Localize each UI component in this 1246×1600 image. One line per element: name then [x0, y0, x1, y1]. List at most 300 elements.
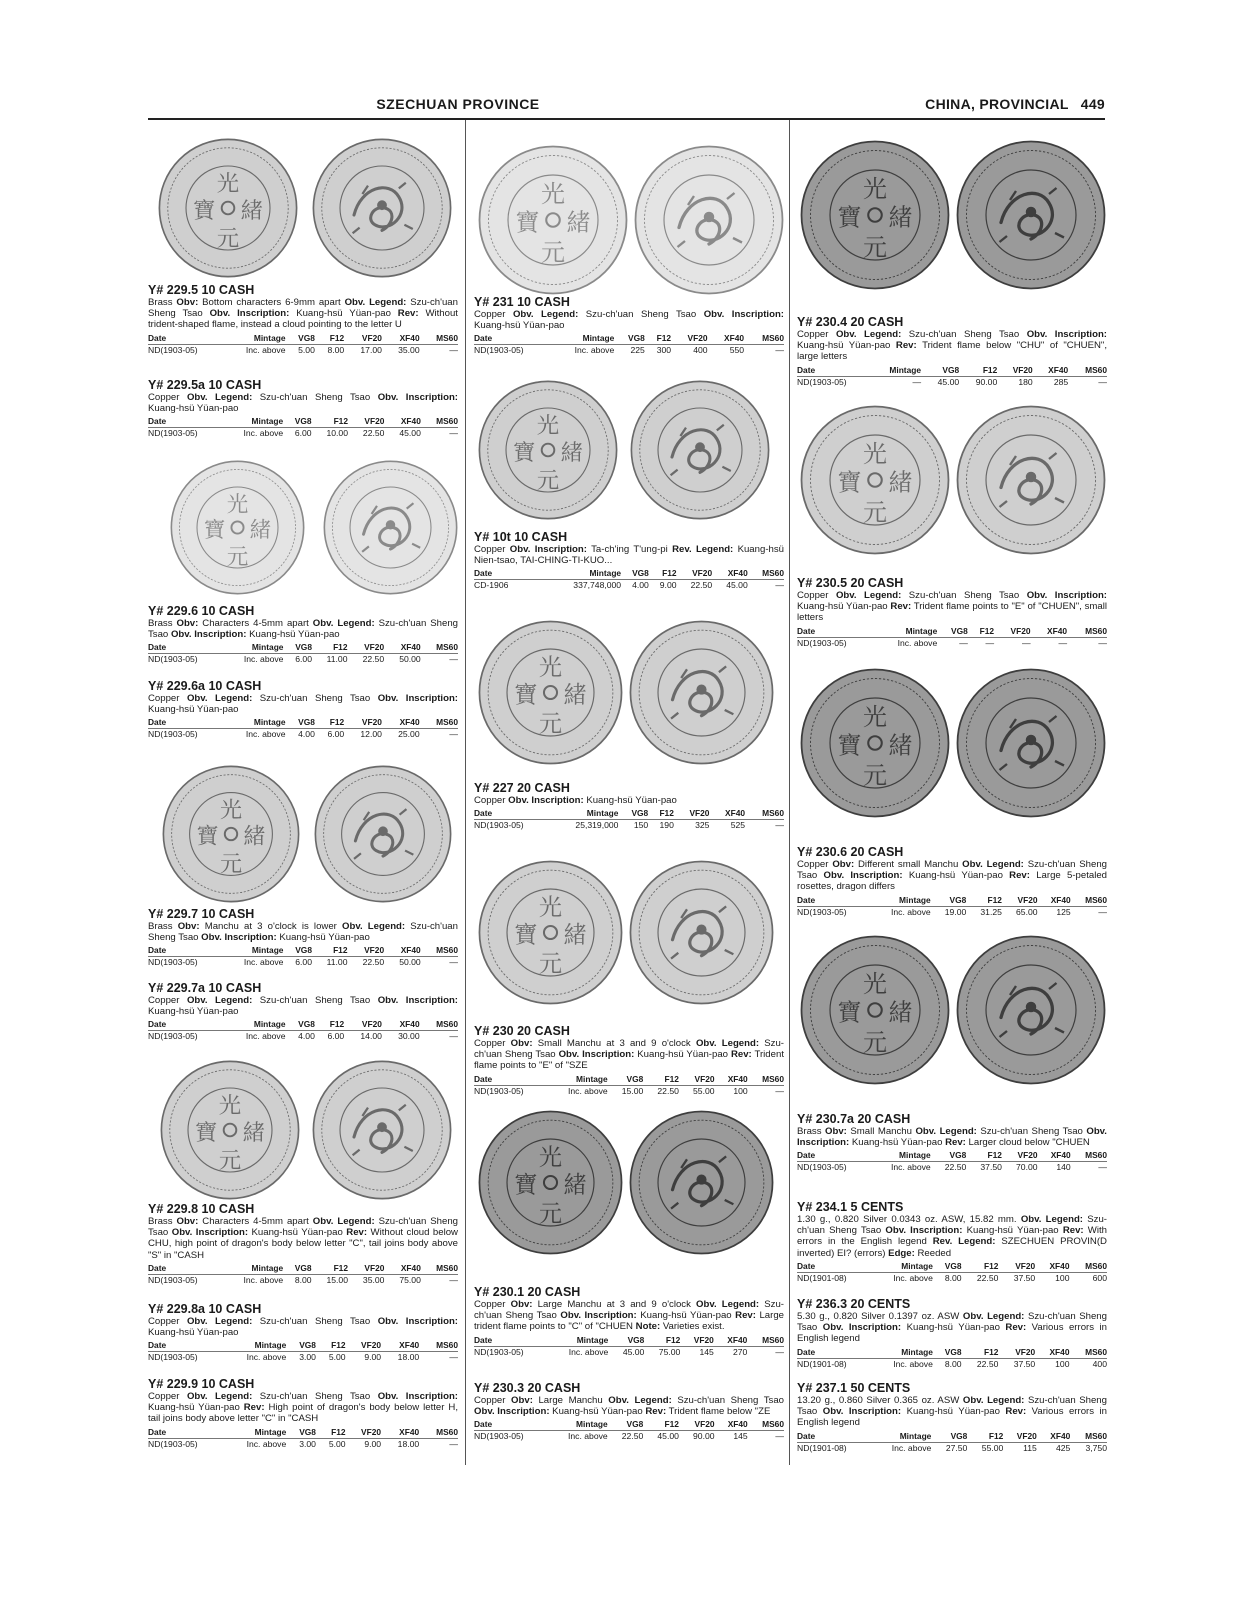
column-header: XF40 [381, 1340, 419, 1352]
field-label: Obv. Inscription: [822, 1406, 902, 1418]
price-table [148, 1263, 458, 1286]
column-header: VG8 [614, 333, 645, 345]
table-cell: ND(1903-05) [797, 637, 847, 648]
table-cell: Inc. above [245, 344, 286, 355]
table-row [474, 580, 784, 592]
svg-text:寶: 寶 [514, 1171, 538, 1199]
table-cell: 270 [732, 1346, 748, 1357]
table-cell: 18.00 [397, 1352, 420, 1363]
svg-text:光: 光 [538, 654, 563, 682]
column-header: XF40 [708, 333, 744, 345]
column-header: VG8 [937, 626, 968, 638]
column-header: F12 [962, 1261, 999, 1273]
column-header: Date [474, 1419, 542, 1431]
column-header: XF40 [715, 1419, 748, 1431]
column-header: MS60 [744, 333, 784, 345]
field-text: Kuang-hsü Yüan-pao [634, 1049, 731, 1061]
field-text: Kuang-hsü Yüan-pao [148, 1327, 239, 1339]
column-header: VG8 [283, 642, 312, 654]
field-text: Kuang-hsü Yüan-pao [583, 795, 677, 806]
column-header: Mintage [216, 1019, 286, 1031]
field-text: Copper [474, 1038, 511, 1049]
price-table [148, 416, 458, 439]
table-cell: 4.00 [298, 1031, 315, 1042]
field-text: Kuang-hsü Yüan-pao [962, 1225, 1063, 1237]
field-label: Obv. Legend: [1020, 1214, 1083, 1225]
coin-reverse-image [634, 145, 784, 295]
table-cell: — [1098, 376, 1107, 387]
coin-reverse-image [629, 1110, 774, 1255]
coin-reverse-image [956, 140, 1106, 290]
field-text: Szu-ch'uan Sheng Tsao [901, 590, 1027, 601]
price-table [148, 642, 458, 665]
column-header: XF40 [381, 1427, 419, 1439]
table-row [797, 906, 1107, 918]
svg-text:緒: 緒 [249, 517, 272, 543]
price-table [148, 1427, 458, 1450]
column-header: Mintage [542, 808, 618, 820]
price-table [474, 333, 784, 356]
entry-description [474, 1299, 784, 1333]
catalog-entry [148, 378, 458, 439]
column-header: F12 [312, 1263, 348, 1275]
column-header: Mintage [865, 1431, 931, 1443]
table-row [148, 729, 458, 741]
svg-text:緒: 緒 [563, 681, 587, 709]
field-label: Rev: [243, 1402, 265, 1414]
table-cell: Inc. above [568, 1346, 609, 1357]
column-header: MS60 [748, 1419, 784, 1431]
column-header: VF20 [344, 1019, 382, 1031]
svg-text:緒: 緒 [563, 1171, 587, 1199]
table-cell: — [985, 637, 995, 648]
column-header: Date [148, 1427, 216, 1439]
table-row [148, 344, 458, 356]
table-cell: — [449, 428, 458, 439]
svg-text:元: 元 [536, 467, 560, 494]
table-cell: — [449, 1031, 458, 1042]
table-cell: 5.00 [328, 1352, 346, 1363]
table-cell: 45.00 [622, 1346, 645, 1357]
coin-obverse-image [158, 138, 298, 278]
field-text: Brass [148, 618, 177, 629]
column-header: Date [148, 945, 216, 957]
entry-description [797, 859, 1107, 893]
field-text: Szu-ch'uan Sheng Tsao [671, 1395, 784, 1406]
column-header: Date [148, 1340, 216, 1352]
column-header: F12 [315, 333, 344, 345]
column-header: Mintage [865, 1261, 933, 1273]
table-cell: 45.00 [657, 1431, 679, 1442]
entry-title: Y# 229.5a 10 CASH [148, 378, 262, 392]
svg-text:光: 光 [538, 894, 563, 922]
table-cell: 22.50 [976, 1272, 999, 1283]
column-header: Date [797, 1150, 865, 1162]
catalog-title [925, 96, 1105, 112]
entry-title: Y# 230.4 20 CASH [797, 315, 904, 329]
column-header: VF20 [346, 1427, 381, 1439]
table-cell: ND(1903-05) [148, 1274, 198, 1285]
field-text: Szu-ch'uan Sheng Tsao [474, 1038, 784, 1061]
table-cell: 145 [699, 1346, 714, 1357]
column-header: VG8 [283, 1263, 311, 1275]
table-cell: 8.00 [944, 1272, 962, 1283]
svg-text:元: 元 [538, 950, 563, 978]
field-text: Kuang-hsü Yüan-pao [797, 601, 891, 613]
field-label: Obv. Inscription: [508, 795, 584, 806]
entry-description [474, 309, 784, 331]
field-label: Rev: [645, 1406, 667, 1418]
field-label: Obv. Inscription: [170, 629, 247, 641]
field-label: Obv: [176, 618, 199, 629]
field-text: Szu-ch'uan Sheng Tsao [901, 329, 1027, 340]
field-text: Kuang-hsü Yüan-pao [902, 870, 1010, 882]
field-label: Obv. Legend: [835, 329, 902, 340]
table-cell: ND(1903-05) [797, 906, 847, 917]
field-text: Kuang-hsü Yüan-pao [246, 629, 340, 641]
table-cell: ND(1901-08) [797, 1272, 847, 1283]
svg-text:緒: 緒 [888, 468, 913, 497]
column-header: Mintage [216, 416, 283, 428]
table-cell: Inc. above [245, 729, 286, 740]
coin-obverse-image [162, 765, 300, 903]
column-header: VG8 [608, 1074, 644, 1086]
field-label: Obv. Legend: [186, 693, 253, 704]
price-table [797, 895, 1107, 918]
table-cell: 11.00 [326, 654, 348, 665]
svg-text:元: 元 [538, 1200, 563, 1228]
table-cell: ND(1903-05) [474, 1085, 524, 1096]
svg-text:元: 元 [863, 498, 887, 527]
table-cell: 100 [733, 1085, 748, 1096]
svg-text:光: 光 [863, 970, 887, 998]
field-text: Copper [474, 795, 509, 806]
table-cell: 30.00 [398, 1031, 420, 1042]
column-header: VG8 [286, 333, 315, 345]
field-text: Kuang-hsü Yüan-pao [248, 1227, 347, 1239]
field-text: Kuang-hsü Yüan-pao [276, 932, 370, 944]
field-text: Characters 4-5mm apart [198, 1216, 313, 1227]
field-text: 5.30 g., 0.820 Silver 0.1397 oz. ASW [797, 1311, 963, 1322]
field-text: Copper [474, 544, 510, 555]
field-text: Szu-ch'uan Sheng Tsao [148, 921, 458, 944]
field-label: Obv. Inscription: [377, 995, 459, 1006]
table-cell: 45.00 [726, 580, 748, 591]
catalog-entry [148, 1202, 458, 1286]
coin-obverse-image [478, 860, 623, 1005]
field-label: Obv. Inscription: [1026, 329, 1108, 340]
field-label: Obv. Inscription: [201, 932, 277, 944]
column-header: Date [797, 626, 865, 638]
column-header: MS60 [745, 808, 784, 820]
field-label: Obv. Legend: [186, 1391, 253, 1402]
table-cell: 50.00 [399, 957, 421, 968]
field-text: Reeded [914, 1247, 952, 1259]
catalog-entry [148, 981, 458, 1042]
catalog-entry [148, 604, 458, 665]
column-header: VG8 [286, 1019, 315, 1031]
column-header: Date [148, 333, 216, 345]
table-cell: 9.00 [364, 1352, 382, 1363]
table-cell: 9.00 [659, 580, 677, 591]
table-cell: ND(1903-05) [148, 957, 198, 968]
svg-text:光: 光 [863, 175, 887, 203]
field-label: Obv. Legend: [962, 1395, 1025, 1406]
column-header: VG8 [618, 808, 648, 820]
svg-text:寶: 寶 [514, 681, 538, 709]
field-text: Szu-ch'uan Sheng Tsao [252, 1316, 378, 1327]
table-cell: ND(1903-05) [797, 1162, 847, 1173]
field-text: Kuang-hsü Nien-tsao, TAI-CHING-TI-KUO... [474, 544, 784, 567]
field-text: Copper [474, 309, 513, 320]
price-table [797, 626, 1107, 649]
price-table [148, 333, 458, 356]
column-header: F12 [643, 1074, 679, 1086]
field-label: Obv: [511, 1395, 533, 1406]
column-header: Mintage [542, 568, 621, 580]
entry-description [474, 1395, 784, 1417]
table-cell: — [1058, 637, 1068, 648]
column-header: XF40 [1038, 1150, 1071, 1162]
entry-title: Y# 230.5 20 CASH [797, 576, 904, 590]
field-text: Szu-ch'uan Sheng Tsao [148, 1216, 458, 1239]
svg-text:緒: 緒 [888, 203, 913, 232]
field-label: Obv: [510, 1038, 533, 1049]
column-header: VF20 [679, 1074, 715, 1086]
field-text: Szu-ch'uan Sheng Tsao [797, 1395, 1107, 1418]
table-cell: 8.00 [944, 1358, 962, 1369]
table-row [474, 1085, 784, 1097]
coin-obverse-image [478, 145, 628, 295]
column-header: Mintage [216, 1427, 286, 1439]
table-cell: 400 [1092, 1358, 1107, 1369]
field-text: Szu-ch'uan Sheng Tsao [578, 309, 704, 320]
table-cell: — [449, 344, 458, 355]
field-text: Brass [148, 1216, 177, 1227]
price-table [148, 1019, 458, 1042]
table-cell: 22.50 [976, 1358, 999, 1369]
table-cell: 17.00 [360, 344, 382, 355]
svg-text:緒: 緒 [566, 208, 591, 237]
column-header: Mintage [542, 1335, 608, 1347]
field-text: Kuang-hsü Yüan-pao [148, 1402, 244, 1414]
catalog-entry [797, 845, 1107, 918]
coin-reverse-image [323, 460, 458, 595]
field-text: 1.30 g., 0.820 Silver 0.0343 oz. ASW, 15.82 mm. [797, 1214, 1021, 1225]
field-text: Trident flame below "CHU" of "CHUEN", large letters [797, 340, 1107, 363]
coin-reverse-image [956, 405, 1106, 555]
svg-text:寶: 寶 [837, 998, 862, 1027]
column-header: MS60 [419, 1427, 458, 1439]
field-text: Small Manchu at 3 and 9 o'clock [532, 1038, 696, 1049]
column-header: MS60 [421, 416, 458, 428]
svg-text:元: 元 [863, 233, 887, 262]
svg-text:緒: 緒 [243, 824, 266, 850]
entry-title: Y# 230.6 20 CASH [797, 845, 904, 859]
svg-text:寶: 寶 [513, 439, 536, 466]
table-row [797, 1272, 1107, 1284]
entry-description [148, 618, 458, 640]
column-header: MS60 [1067, 626, 1107, 638]
field-text: Szu-ch'uan Sheng Tsao [252, 995, 378, 1006]
price-table [148, 717, 458, 740]
table-cell: 325 [695, 820, 710, 831]
column-header: XF40 [1031, 626, 1067, 638]
field-text: Kuang-hsü Yüan-pao [636, 1310, 736, 1322]
column-header: MS60 [1068, 365, 1107, 377]
table-cell: 600 [1092, 1272, 1107, 1283]
table-cell: — [1098, 1162, 1107, 1173]
field-text: Kuang-hsü Yüan-pao [289, 308, 398, 320]
field-label: Obv. Legend: [696, 1299, 760, 1310]
column-header: MS60 [1071, 1150, 1107, 1162]
field-label: Obv. Legend: [695, 1038, 760, 1049]
table-cell: 225 [630, 345, 645, 356]
column-header: Date [797, 1261, 865, 1273]
table-row [148, 957, 458, 969]
table-cell: 75.00 [658, 1346, 681, 1357]
price-table [797, 1347, 1107, 1370]
table-cell: 180 [1018, 376, 1033, 387]
table-cell: 37.50 [1013, 1272, 1036, 1283]
coin-reverse-image [629, 620, 774, 765]
field-label: Rev: [890, 601, 912, 613]
field-label: Obv: [176, 297, 199, 308]
field-label: Obv. Inscription: [1026, 590, 1108, 601]
field-label: Rev: [397, 308, 419, 320]
column-header: Mintage [216, 642, 283, 654]
field-text: Trident flame points to "E" of "SZE [474, 1049, 784, 1072]
entry-title: Y# 227 20 CASH [474, 781, 570, 795]
table-cell: ND(1903-05) [474, 345, 524, 356]
field-text: Varieties exist. [660, 1321, 725, 1333]
column-header: VG8 [933, 1347, 962, 1359]
entry-title: Y# 229.7 10 CASH [148, 907, 255, 921]
column-header: Mintage [542, 1419, 608, 1431]
entry-description [148, 921, 458, 943]
column-header: XF40 [712, 568, 748, 580]
field-text: Kuang-hsü Yüan-pao [849, 1137, 946, 1149]
field-text: Brass [797, 1126, 826, 1137]
svg-text:光: 光 [541, 180, 565, 208]
table-cell: 50.00 [399, 654, 421, 665]
field-label: Obv. Legend: [835, 590, 902, 601]
column-header: XF40 [715, 1074, 748, 1086]
price-table [474, 568, 784, 591]
column-header: VF20 [997, 365, 1032, 377]
catalog-entry [797, 315, 1107, 388]
column-header: Date [148, 1019, 216, 1031]
field-text: Without cloud below CHU, high point of dragon's body below letter "C", tail joins body above "S" in "CASH [148, 1227, 458, 1261]
field-label: Obv. Inscription: [509, 544, 587, 555]
column-header: MS60 [419, 1340, 458, 1352]
column-header: VF20 [348, 1263, 384, 1275]
field-label: Obv. Inscription: [703, 309, 785, 320]
svg-text:光: 光 [226, 492, 249, 518]
field-label: Obv. Inscription: [171, 1227, 249, 1239]
table-cell: Inc. above [891, 1442, 932, 1453]
field-label: Obv. Inscription: [560, 1310, 637, 1322]
field-label: Obv. Legend: [312, 1216, 375, 1227]
price-table [474, 1419, 784, 1442]
field-text: Szu-ch'uan Sheng Tsao [148, 618, 458, 641]
table-cell: Inc. above [897, 637, 938, 648]
table-cell: 8.00 [294, 1274, 312, 1285]
table-cell: — [775, 1431, 784, 1442]
table-cell: 22.50 [944, 1162, 967, 1173]
entry-title: Y# 230.1 20 CASH [474, 1285, 581, 1299]
field-text: Ta-ch'ing T'ung-pi [586, 544, 673, 555]
table-cell: 6.00 [327, 1031, 345, 1042]
column-header: Date [474, 1074, 542, 1086]
svg-text:元: 元 [226, 544, 249, 570]
price-table [474, 1074, 784, 1097]
svg-text:緒: 緒 [560, 439, 583, 466]
column-header: F12 [966, 895, 1002, 907]
field-label: Obv. Inscription: [377, 1316, 459, 1327]
column-header: MS60 [421, 945, 458, 957]
table-cell: ND(1903-05) [148, 654, 198, 665]
table-row [797, 637, 1107, 649]
column-header: F12 [966, 1150, 1002, 1162]
table-cell: 55.00 [981, 1442, 1004, 1453]
table-cell: 90.00 [693, 1431, 715, 1442]
entry-description [797, 1311, 1107, 1345]
table-row [474, 1346, 784, 1358]
field-label: Obv: [510, 1299, 533, 1310]
table-cell: 145 [733, 1431, 748, 1442]
column-header: Mintage [216, 717, 286, 729]
svg-text:寶: 寶 [193, 197, 216, 224]
table-cell: 22.50 [362, 654, 385, 665]
field-text: Szu-ch'uan Sheng Tsao [252, 1391, 378, 1402]
table-cell: — [449, 729, 458, 740]
column-header: VF20 [677, 568, 713, 580]
column-header: Mintage [542, 1074, 608, 1086]
column-header: MS60 [420, 717, 458, 729]
column-header: XF40 [384, 945, 421, 957]
field-label: Obv. Inscription: [209, 308, 290, 320]
svg-text:元: 元 [216, 225, 240, 252]
table-row [474, 345, 784, 357]
column-header: Date [797, 895, 865, 907]
field-text: Szu-ch'uan Sheng Tsao [252, 693, 378, 704]
table-cell: 3,750 [1085, 1442, 1107, 1453]
table-row [148, 1438, 458, 1450]
svg-text:緒: 緒 [888, 731, 913, 760]
table-cell: — [775, 1346, 784, 1357]
field-label: Obv: [176, 1216, 199, 1227]
column-header: Date [474, 1335, 542, 1347]
field-text: Copper [148, 995, 187, 1006]
table-cell: ND(1903-05) [148, 428, 198, 439]
field-text: Large Manchu [532, 1395, 609, 1406]
table-cell: 400 [693, 345, 708, 356]
table-cell: 100 [1055, 1358, 1070, 1369]
table-cell: 190 [659, 820, 674, 831]
catalog-entry [474, 295, 784, 356]
column-header: F12 [962, 1347, 999, 1359]
table-row [474, 1431, 784, 1443]
svg-text:寶: 寶 [203, 517, 226, 543]
coin-obverse-image [800, 935, 950, 1085]
entry-description [148, 693, 458, 715]
table-cell: 4.00 [632, 580, 649, 591]
column-header: F12 [316, 1427, 346, 1439]
table-cell: 37.50 [980, 1162, 1002, 1173]
column-header: XF40 [384, 1263, 420, 1275]
entry-title: Y# 237.1 50 CENTS [797, 1381, 911, 1395]
